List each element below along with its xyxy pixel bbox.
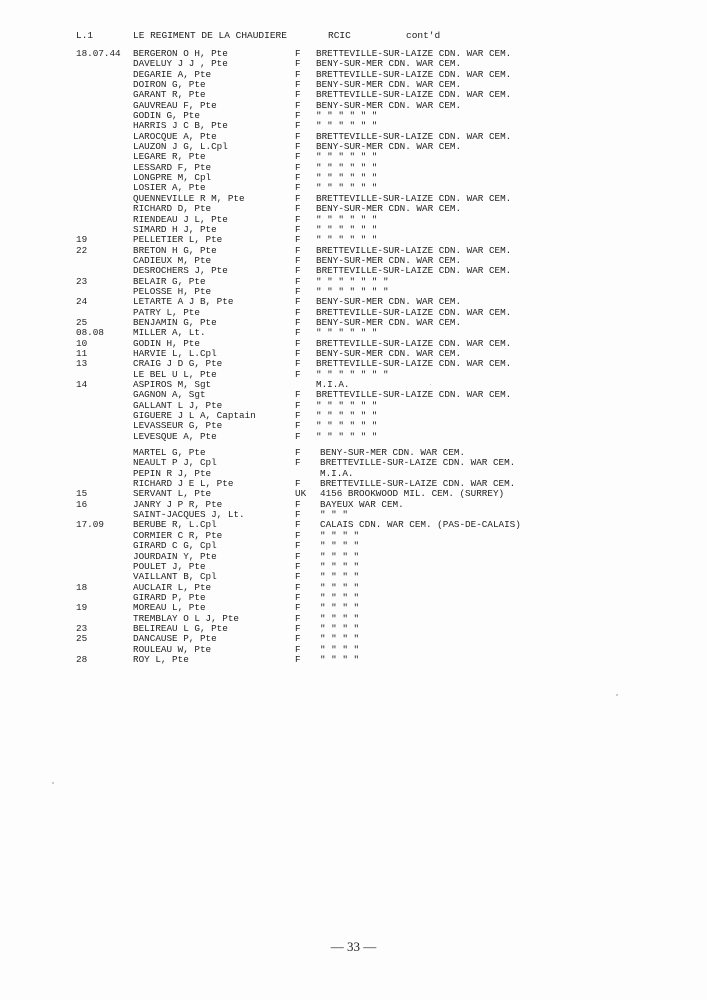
row-name: GIGUERE J L A, Captain xyxy=(133,410,256,422)
row-nationality: F xyxy=(295,653,301,665)
row-nationality: F xyxy=(295,581,301,593)
casualty-list xyxy=(0,49,707,665)
row-name: GODIN H, Pte xyxy=(133,337,200,349)
row-date: 16 xyxy=(76,498,88,510)
row-name: PELLETIER L, Pte xyxy=(133,234,223,246)
row-cemetery: " " " " " " xyxy=(316,120,378,132)
row-name: GAUVREAU F, Pte xyxy=(133,99,217,111)
row-name: LOSIER A, Pte xyxy=(133,182,206,194)
row-name: RICHARD J E L, Pte xyxy=(133,478,234,490)
row-nationality: F xyxy=(295,172,301,184)
row-name: CORMIER C R, Pte xyxy=(133,529,223,541)
row-name: GODIN G, Pte xyxy=(133,110,200,122)
row-name: MILLER A, Lt. xyxy=(133,327,206,339)
row-nationality: F xyxy=(295,285,301,297)
row-name: AUCLAIR L, Pte xyxy=(133,581,212,593)
row-cemetery: M.I.A. xyxy=(320,467,354,479)
row-nationality: F xyxy=(295,89,301,101)
row-nationality: F xyxy=(295,161,301,173)
row-name: CADIEUX M, Pte xyxy=(133,254,212,266)
row-cemetery: BENY-SUR-MER CDN. WAR CEM. xyxy=(316,203,462,215)
row-date: 19 xyxy=(76,234,88,246)
row-cemetery: " " " " " " " xyxy=(316,285,389,297)
row-cemetery: " " " " xyxy=(320,540,360,552)
table-row xyxy=(0,655,707,665)
row-cemetery: M.I.A. xyxy=(316,379,350,390)
row-nationality: F xyxy=(295,151,301,163)
row-date: 08.08 xyxy=(76,327,104,339)
row-name: CRAIG J D G, Pte xyxy=(133,358,223,370)
row-name: BERGERON O H, Pte xyxy=(133,48,228,59)
row-date: 18 xyxy=(76,581,88,593)
row-name: VAILLANT B, Cpl xyxy=(133,571,217,583)
table-row xyxy=(0,458,707,468)
row-nationality: F xyxy=(295,519,301,531)
row-date: 11 xyxy=(76,347,88,359)
row-nationality: F xyxy=(295,498,301,510)
row-nationality: F xyxy=(295,529,301,541)
row-nationality: F xyxy=(295,389,301,401)
row-cemetery: BRETTEVILLE-SUR-LAIZE CDN. WAR CEM. xyxy=(316,68,512,80)
row-date: 22 xyxy=(76,244,88,256)
row-nationality: F xyxy=(295,358,301,370)
row-nationality: F xyxy=(295,347,301,359)
row-name: PATRY L, Pte xyxy=(133,306,200,318)
row-cemetery: BRETTEVILLE-SUR-LAIZE CDN. WAR CEM. xyxy=(316,130,512,142)
row-cemetery: " " " xyxy=(320,509,348,521)
table-row xyxy=(0,235,707,245)
row-cemetery: BRETTEVILLE-SUR-LAIZE CDN. WAR CEM. xyxy=(316,306,512,318)
scan-speck xyxy=(430,384,431,385)
row-name: BELAIR G, Pte xyxy=(133,275,206,287)
header-regiment: LE REGIMENT DE LA CHAUDIERE xyxy=(133,30,287,41)
row-date: 25 xyxy=(76,633,88,645)
row-name: SAINT-JACQUES J, Lt. xyxy=(133,509,245,521)
row-nationality: F xyxy=(295,633,301,645)
row-cemetery: BRETTEVILLE-SUR-LAIZE CDN. WAR CEM. xyxy=(320,478,516,490)
row-cemetery: " " " " xyxy=(320,591,360,603)
row-name: JOURDAIN Y, Pte xyxy=(133,550,217,562)
row-nationality: F xyxy=(295,410,301,422)
row-cemetery: BRETTEVILLE-SUR-LAIZE CDN. WAR CEM. xyxy=(316,89,512,101)
row-cemetery: BRETTEVILLE-SUR-LAIZE CDN. WAR CEM. xyxy=(316,192,512,204)
row-cemetery: BRETTEVILLE-SUR-LAIZE CDN. WAR CEM. xyxy=(316,244,512,256)
table-row xyxy=(0,204,707,214)
row-nationality: F xyxy=(295,316,301,328)
row-cemetery: " " " " " " xyxy=(316,223,378,235)
row-name: HARVIE L, L.Cpl xyxy=(133,347,217,359)
row-cemetery: " " " " " " xyxy=(316,430,378,442)
row-cemetery: " " " " xyxy=(320,581,360,593)
row-nationality: F xyxy=(295,612,301,624)
row-name: ASPIROS M, Sgt xyxy=(133,379,212,390)
table-row xyxy=(0,603,707,613)
row-nationality: F xyxy=(295,540,301,552)
row-name: MARTEL G, Pte xyxy=(133,447,206,459)
row-nationality: F xyxy=(295,130,301,142)
scan-speck xyxy=(616,694,618,696)
row-cemetery: BENY-SUR-MER CDN. WAR CEM. xyxy=(316,79,462,91)
row-cemetery: " " " " " " xyxy=(316,151,378,163)
row-nationality: F xyxy=(295,643,301,655)
row-nationality: UK xyxy=(295,488,307,500)
row-name: LE BEL U L, Pte xyxy=(133,368,217,380)
row-cemetery: BRETTEVILLE-SUR-LAIZE CDN. WAR CEM. xyxy=(316,389,512,401)
row-nationality: F xyxy=(295,337,301,349)
row-name: PEPIN R J, Pte xyxy=(133,467,212,479)
row-cemetery: BENY-SUR-MER CDN. WAR CEM. xyxy=(316,347,462,359)
row-name: MOREAU L, Pte xyxy=(133,602,206,614)
row-cemetery: BENY-SUR-MER CDN. WAR CEM. xyxy=(316,316,462,328)
row-nationality: F xyxy=(295,571,301,583)
row-cemetery: " " " " " " xyxy=(316,213,378,225)
row-nationality: F xyxy=(295,120,301,132)
row-cemetery: " " " " " " xyxy=(316,182,378,194)
row-name: JANRY J P R, Pte xyxy=(133,498,223,510)
row-name: GALLANT L J, Pte xyxy=(133,399,223,411)
row-nationality: F xyxy=(295,110,301,122)
row-cemetery: " " " " xyxy=(320,622,360,634)
row-name: PELOSSE H, Pte xyxy=(133,285,212,297)
row-name: BRETON H G, Pte xyxy=(133,244,217,256)
row-name: BELIREAU L G, Pte xyxy=(133,622,228,634)
row-cemetery: " " " " " " xyxy=(316,420,378,432)
row-cemetery: BRETTEVILLE-SUR-LAIZE CDN. WAR CEM. xyxy=(316,48,512,59)
row-date: 19 xyxy=(76,602,88,614)
row-name: LEVESQUE A, Pte xyxy=(133,430,217,442)
row-name: LETARTE A J B, Pte xyxy=(133,296,234,308)
row-nationality: F xyxy=(295,192,301,204)
row-cemetery: CALAIS CDN. WAR CEM. (PAS-DE-CALAIS) xyxy=(320,519,521,531)
row-nationality: F xyxy=(295,399,301,411)
row-cemetery: BENY-SUR-MER CDN. WAR CEM. xyxy=(316,58,462,70)
row-nationality: F xyxy=(295,254,301,266)
row-cemetery: 4156 BROOKWOOD MIL. CEM. (SURREY) xyxy=(320,488,505,500)
row-cemetery: " " " " xyxy=(320,633,360,645)
row-cemetery: BENY-SUR-MER CDN. WAR CEM. xyxy=(316,254,462,266)
row-cemetery: " " " " " " xyxy=(316,399,378,411)
row-name: TREMBLAY O L J, Pte xyxy=(133,612,240,624)
row-nationality: F xyxy=(295,68,301,80)
row-name: DAVELUY J J , Pte xyxy=(133,58,228,70)
row-nationality: F xyxy=(295,509,301,521)
row-cemetery: " " " " " " xyxy=(316,327,378,339)
header-ref: L.1 xyxy=(76,30,94,41)
row-nationality: F xyxy=(295,420,301,432)
row-cemetery: " " " " xyxy=(320,602,360,614)
row-cemetery: BENY-SUR-MER CDN. WAR CEM. xyxy=(320,447,466,459)
row-nationality: F xyxy=(295,79,301,91)
row-cemetery: " " " " " " xyxy=(316,172,378,184)
row-nationality: F xyxy=(295,244,301,256)
row-name: LEGARE R, Pte xyxy=(133,151,206,163)
row-nationality: F xyxy=(295,58,301,70)
row-date: 25 xyxy=(76,316,88,328)
row-name: NEAULT P J, Cpl xyxy=(133,457,217,469)
row-name: GARANT R, Pte xyxy=(133,89,206,101)
row-date: 17.09 xyxy=(76,519,104,531)
row-name: LESSARD F, Pte xyxy=(133,161,212,173)
row-nationality: F xyxy=(295,203,301,215)
row-date: 10 xyxy=(76,337,88,349)
row-cemetery: BRETTEVILLE-SUR-LAIZE CDN. WAR CEM. xyxy=(320,457,516,469)
row-nationality: F xyxy=(295,296,301,308)
row-name: BENJAMIN G, Pte xyxy=(133,316,217,328)
row-nationality: F xyxy=(295,306,301,318)
table-row xyxy=(0,572,707,582)
row-name: SERVANT L, Pte xyxy=(133,488,212,500)
row-date: 23 xyxy=(76,275,88,287)
row-name: RIENDEAU J L, Pte xyxy=(133,213,228,225)
row-nationality: F xyxy=(295,368,301,380)
row-date: 23 xyxy=(76,622,88,634)
row-name: LAUZON J G, L.Cpl xyxy=(133,141,228,153)
row-cemetery: BRETTEVILLE-SUR-LAIZE CDN. WAR CEM. xyxy=(316,265,512,277)
row-nationality: F xyxy=(295,141,301,153)
row-cemetery: " " " " " " xyxy=(316,110,378,122)
row-name: POULET J, Pte xyxy=(133,560,206,572)
row-date: 28 xyxy=(76,653,88,665)
row-nationality: F xyxy=(295,430,301,442)
row-cemetery: " " " " xyxy=(320,529,360,541)
row-nationality: F xyxy=(295,560,301,572)
page-number: — 33 — xyxy=(330,939,377,954)
row-name: LONGPRE M, Cpl xyxy=(133,172,212,184)
row-cemetery: " " " " " " " xyxy=(316,275,389,287)
row-nationality: F xyxy=(295,234,301,246)
row-nationality: F xyxy=(295,327,301,339)
row-cemetery: BENY-SUR-MER CDN. WAR CEM. xyxy=(316,296,462,308)
row-name: RICHARD D, Pte xyxy=(133,203,212,215)
row-cemetery: " " " " xyxy=(320,643,360,655)
row-cemetery: " " " " xyxy=(320,560,360,572)
row-date: 18.07.44 xyxy=(76,48,121,59)
row-cemetery: " " " " xyxy=(320,550,360,562)
row-nationality: F xyxy=(295,447,301,459)
row-cemetery: BENY-SUR-MER CDN. WAR CEM. xyxy=(316,99,462,111)
row-name: QUENNEVILLE R M, Pte xyxy=(133,192,245,204)
table-row xyxy=(0,432,707,442)
row-date: 15 xyxy=(76,488,88,500)
row-cemetery: " " " " xyxy=(320,653,360,665)
row-nationality: F xyxy=(295,99,301,111)
row-cemetery: " " " " " " xyxy=(316,161,378,173)
row-cemetery: " " " " " " xyxy=(316,410,378,422)
table-row xyxy=(0,370,707,380)
row-nationality: F xyxy=(295,602,301,614)
row-cemetery: BRETTEVILLE-SUR-LAIZE CDN. WAR CEM. xyxy=(316,337,512,349)
row-name: LAROCQUE A, Pte xyxy=(133,130,217,142)
scan-speck xyxy=(52,782,54,784)
row-name: DANCAUSE P, Pte xyxy=(133,633,217,645)
row-name: DOIRON G, Pte xyxy=(133,79,206,91)
table-row xyxy=(0,541,707,551)
row-date: 13 xyxy=(76,358,88,370)
row-nationality: F xyxy=(295,275,301,287)
row-name: DESROCHERS J, Pte xyxy=(133,265,228,277)
row-date: 24 xyxy=(76,296,88,308)
table-row xyxy=(0,266,707,276)
row-date: 14 xyxy=(76,379,88,390)
row-cemetery: " " " " " " " xyxy=(316,368,389,380)
row-name: LEVASSEUR G, Pte xyxy=(133,420,223,432)
row-name: ROULEAU W, Pte xyxy=(133,643,212,655)
row-cemetery: " " " " xyxy=(320,571,360,583)
row-nationality: F xyxy=(295,478,301,490)
row-cemetery: BENY-SUR-MER CDN. WAR CEM. xyxy=(316,141,462,153)
row-name: SIMARD H J, Pte xyxy=(133,223,217,235)
row-nationality: F xyxy=(295,182,301,194)
header-corps: RCIC xyxy=(328,30,351,41)
row-nationality: F xyxy=(295,265,301,277)
row-name: DEGARIE A, Pte xyxy=(133,68,212,80)
row-nationality: F xyxy=(295,457,301,469)
row-name: GIRARD C G, Cpl xyxy=(133,540,217,552)
row-nationality: F xyxy=(295,622,301,634)
row-cemetery: " " " " xyxy=(320,612,360,624)
row-name: ROY L, Pte xyxy=(133,653,189,665)
row-name: BERUBE R, L.Cpl xyxy=(133,519,217,531)
row-name: GIRARD P, Pte xyxy=(133,591,206,603)
row-nationality: F xyxy=(295,550,301,562)
row-cemetery: BRETTEVILLE-SUR-LAIZE CDN. WAR CEM. xyxy=(316,358,512,370)
row-nationality: F xyxy=(295,48,301,59)
row-cemetery: BAYEUX WAR CEM. xyxy=(320,498,404,510)
row-name: HARRIS J C B, Pte xyxy=(133,120,228,132)
row-cemetery: " " " " " " xyxy=(316,234,378,246)
row-nationality: F xyxy=(295,213,301,225)
table-row xyxy=(0,500,707,510)
header-contd: cont'd xyxy=(406,30,441,41)
row-name: GAGNON A, Sgt xyxy=(133,389,206,401)
row-nationality: F xyxy=(295,223,301,235)
row-nationality: F xyxy=(295,591,301,603)
